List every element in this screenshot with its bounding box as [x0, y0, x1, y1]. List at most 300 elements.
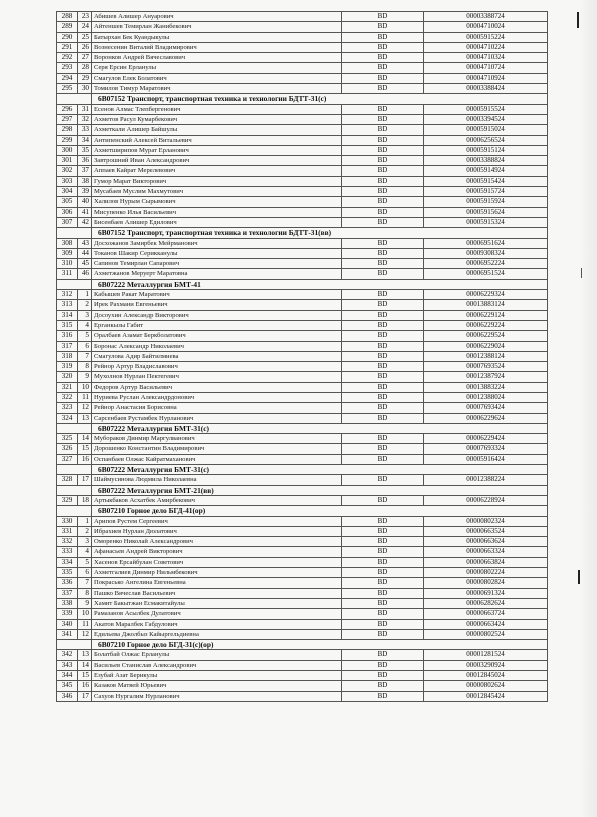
degree-code: BD [342, 145, 424, 155]
table-row [57, 444, 548, 454]
document-id: 00012387924 [424, 372, 548, 382]
student-name: Нуриева Руслан Александрдонович [92, 392, 342, 402]
document-id: 00005915024 [424, 125, 548, 135]
student-name: Едильева Джолбыз Кайыргельдиевна [92, 629, 342, 639]
row-number: 307 [57, 217, 78, 227]
table-row [57, 104, 548, 114]
table-row [57, 248, 548, 258]
document-id: 00000802224 [424, 568, 548, 578]
degree-code: BD [342, 588, 424, 598]
student-name: Болатбай Олжас Ерланулы [92, 650, 342, 660]
document-id: 00006229624 [424, 413, 548, 423]
scan-edge-shadow [579, 0, 597, 817]
degree-code: BD [342, 413, 424, 423]
student-name: Акатов Маралбек Габдулович [92, 619, 342, 629]
table-row [57, 362, 548, 372]
group-header-row [57, 485, 548, 495]
degree-code: BD [342, 84, 424, 94]
group-index: 3 [78, 310, 92, 320]
degree-code: BD [342, 691, 424, 701]
document-id: 00012388124 [424, 351, 548, 361]
document-id: 00009308324 [424, 248, 548, 258]
group-header-blank [57, 228, 92, 238]
group-index: 40 [78, 197, 92, 207]
row-number: 325 [57, 434, 78, 444]
document-id: 00006229524 [424, 331, 548, 341]
document-id: 00000663524 [424, 526, 548, 536]
table-row [57, 691, 548, 701]
table-row [57, 156, 548, 166]
degree-code: BD [342, 372, 424, 382]
group-index: 16 [78, 681, 92, 691]
row-number: 336 [57, 578, 78, 588]
group-index: 17 [78, 691, 92, 701]
table-row [57, 434, 548, 444]
student-name: Досхожанов Замирбек Мейрманович [92, 238, 342, 248]
document-id: 00006282624 [424, 598, 548, 608]
student-name: Гумор Марат Викторович [92, 176, 342, 186]
student-name: Ахметкали Алишер Байшулы [92, 125, 342, 135]
document-id: 00000663824 [424, 557, 548, 567]
degree-code: BD [342, 217, 424, 227]
row-number: 315 [57, 320, 78, 330]
document-id: 00000663724 [424, 609, 548, 619]
table-row [57, 187, 548, 197]
table-row [57, 290, 548, 300]
degree-code: BD [342, 526, 424, 536]
table-row [57, 42, 548, 52]
row-number: 335 [57, 568, 78, 578]
table-row [57, 331, 548, 341]
document-id: 00006951624 [424, 238, 548, 248]
document-id: 00004710924 [424, 73, 548, 83]
degree-code: BD [342, 53, 424, 63]
row-number: 290 [57, 32, 78, 42]
group-index: 8 [78, 588, 92, 598]
document-id: 00006228924 [424, 495, 548, 505]
row-number: 293 [57, 63, 78, 73]
document-id: 00006256524 [424, 135, 548, 145]
table-row [57, 547, 548, 557]
student-name: Мубораков Динмир Маргулванович [92, 434, 342, 444]
row-number: 334 [57, 557, 78, 567]
table-row [57, 320, 548, 330]
student-name: Покрасько Ангелина Евгеньевна [92, 578, 342, 588]
group-index: 32 [78, 114, 92, 124]
row-number: 319 [57, 362, 78, 372]
row-number: 327 [57, 454, 78, 464]
group-index: 26 [78, 42, 92, 52]
row-number: 346 [57, 691, 78, 701]
degree-code: BD [342, 12, 424, 22]
degree-code: BD [342, 166, 424, 176]
student-name: Ахметгалиев Динмир Нильмбекович [92, 568, 342, 578]
group-header-row [57, 465, 548, 475]
row-number: 303 [57, 176, 78, 186]
group-index: 14 [78, 434, 92, 444]
degree-code: BD [342, 32, 424, 42]
degree-code: BD [342, 135, 424, 145]
group-header-row [57, 506, 548, 516]
degree-code: BD [342, 114, 424, 124]
group-index: 46 [78, 269, 92, 279]
student-name: Смагулов Елек Болатович [92, 73, 342, 83]
degree-code: BD [342, 568, 424, 578]
table-row [57, 619, 548, 629]
row-number: 295 [57, 84, 78, 94]
group-index: 10 [78, 382, 92, 392]
table-row [57, 22, 548, 32]
document-id: 00000691324 [424, 588, 548, 598]
table-row [57, 660, 548, 670]
document-id: 00005915524 [424, 104, 548, 114]
group-header-blank [57, 485, 92, 495]
group-index: 23 [78, 12, 92, 22]
document-id: 00006229424 [424, 434, 548, 444]
student-name: Афанасьев Андрей Викторович [92, 547, 342, 557]
group-header-row [57, 94, 548, 104]
student-name: Ерганкызы Габит [92, 320, 342, 330]
document-id: 00003290924 [424, 660, 548, 670]
group-title: 6B07222 Металлургия БМТ-31(с) [92, 465, 548, 475]
student-name: Оспанбаев Олжас Кайратмаханович [92, 454, 342, 464]
group-index: 15 [78, 444, 92, 454]
document-id: 00005916424 [424, 454, 548, 464]
group-index: 43 [78, 238, 92, 248]
row-number: 300 [57, 145, 78, 155]
document-id: 00003394524 [424, 114, 548, 124]
row-number: 330 [57, 516, 78, 526]
document-id: 00004710724 [424, 63, 548, 73]
group-index: 39 [78, 187, 92, 197]
table-row [57, 125, 548, 135]
degree-code: BD [342, 187, 424, 197]
row-number: 324 [57, 413, 78, 423]
degree-code: BD [342, 22, 424, 32]
student-name: Есенов Алмас Тлепбергенович [92, 104, 342, 114]
student-name: Сарсенбаев Рустамбек Нурланович [92, 413, 342, 423]
student-name: Батырхан Бек Куандыкулы [92, 32, 342, 42]
document-id: 00004710024 [424, 22, 548, 32]
group-index: 7 [78, 351, 92, 361]
student-name: Ахметширипов Мурат Ерланович [92, 145, 342, 155]
table-row [57, 372, 548, 382]
row-number: 326 [57, 444, 78, 454]
row-number: 294 [57, 73, 78, 83]
degree-code: BD [342, 609, 424, 619]
student-name: Казаков Матвей Юрьевич [92, 681, 342, 691]
row-number: 316 [57, 331, 78, 341]
table-row [57, 382, 548, 392]
degree-code: BD [342, 259, 424, 269]
student-name: Мисупенко Илья Васильевич [92, 207, 342, 217]
student-name: Сапинов Темирлан Сапарович [92, 259, 342, 269]
row-number: 289 [57, 22, 78, 32]
table-row [57, 392, 548, 402]
student-name: Мусабаев Муслим Махмутович [92, 187, 342, 197]
degree-code: BD [342, 207, 424, 217]
student-name: Завтрошний Иван Александрович [92, 156, 342, 166]
row-number: 304 [57, 187, 78, 197]
degree-code: BD [342, 269, 424, 279]
student-name: Пашко Вячеслав Васильевич [92, 588, 342, 598]
group-index: 7 [78, 578, 92, 588]
degree-code: BD [342, 156, 424, 166]
group-title: 6B07222 Металлургия БМТ-21(вв) [92, 485, 548, 495]
degree-code: BD [342, 341, 424, 351]
group-index: 36 [78, 156, 92, 166]
group-index: 37 [78, 166, 92, 176]
table-row [57, 681, 548, 691]
table-row [57, 300, 548, 310]
table-row [57, 145, 548, 155]
student-name: Томилов Тимур Маратович [92, 84, 342, 94]
table-row [57, 588, 548, 598]
document-id: 00012388024 [424, 392, 548, 402]
table-row [57, 310, 548, 320]
row-number: 312 [57, 290, 78, 300]
table-row [57, 568, 548, 578]
table-row [57, 351, 548, 361]
row-number: 337 [57, 588, 78, 598]
table-row [57, 341, 548, 351]
row-number: 339 [57, 609, 78, 619]
row-number: 344 [57, 671, 78, 681]
group-header-row [57, 423, 548, 433]
table-row [57, 475, 548, 485]
degree-code: BD [342, 619, 424, 629]
group-title: 6B07152 Транспорт, транспортная техника и технологии БДТТ-31(с) [92, 94, 548, 104]
student-name: Сахуов Нургалим Нурланович [92, 691, 342, 701]
table-row [57, 537, 548, 547]
degree-code: BD [342, 290, 424, 300]
document-id: 00001281524 [424, 650, 548, 660]
group-index: 27 [78, 53, 92, 63]
group-index: 17 [78, 475, 92, 485]
document-id: 00007693324 [424, 444, 548, 454]
row-number: 313 [57, 300, 78, 310]
student-name: Халилов Нурым Сырымович [92, 197, 342, 207]
group-index: 30 [78, 84, 92, 94]
group-index: 2 [78, 300, 92, 310]
row-number: 343 [57, 660, 78, 670]
table-row [57, 84, 548, 94]
student-name: Рейнор Анастасия Борисовна [92, 403, 342, 413]
degree-code: BD [342, 351, 424, 361]
group-header-row [57, 279, 548, 289]
document-id: 00005915424 [424, 176, 548, 186]
row-number: 306 [57, 207, 78, 217]
group-index: 33 [78, 125, 92, 135]
group-index: 4 [78, 320, 92, 330]
document-id: 00000802824 [424, 578, 548, 588]
document-id: 00000802324 [424, 516, 548, 526]
row-number: 302 [57, 166, 78, 176]
group-title: 6B07152 Транспорт, транспортная техника и технологии БДТТ-31(вв) [92, 228, 548, 238]
table-row [57, 454, 548, 464]
row-number: 308 [57, 238, 78, 248]
group-title: 6B07222 Металлургия БМТ-41 [92, 279, 548, 289]
document-id: 00005915624 [424, 207, 548, 217]
document-id: 00003388424 [424, 84, 548, 94]
student-name: Ибрахиев Нурлан Дюлатович [92, 526, 342, 536]
row-number: 310 [57, 259, 78, 269]
table-row [57, 650, 548, 660]
group-index: 11 [78, 392, 92, 402]
document-id: 00013883224 [424, 382, 548, 392]
degree-code: BD [342, 248, 424, 258]
degree-code: BD [342, 660, 424, 670]
row-number: 288 [57, 12, 78, 22]
student-name: Арипов Рустем Сергеевич [92, 516, 342, 526]
group-index: 38 [78, 176, 92, 186]
student-name: Вознесенин Виталий Владимирович [92, 42, 342, 52]
document-id: 00005914924 [424, 166, 548, 176]
table-row [57, 207, 548, 217]
group-header-blank [57, 94, 92, 104]
row-number: 342 [57, 650, 78, 660]
document-id: 00006229224 [424, 320, 548, 330]
document-id: 00005915124 [424, 145, 548, 155]
table-row [57, 114, 548, 124]
table-row [57, 12, 548, 22]
table-row [57, 197, 548, 207]
row-number: 292 [57, 53, 78, 63]
document-id: 00000663324 [424, 547, 548, 557]
table-row [57, 32, 548, 42]
group-header-blank [57, 423, 92, 433]
group-index: 9 [78, 598, 92, 608]
document-id: 00012845024 [424, 671, 548, 681]
document-id: 00007693524 [424, 362, 548, 372]
table-row [57, 557, 548, 567]
document-id: 00006229024 [424, 341, 548, 351]
row-number: 296 [57, 104, 78, 114]
degree-code: BD [342, 104, 424, 114]
row-number: 318 [57, 351, 78, 361]
document-id: 00006229124 [424, 310, 548, 320]
group-index: 16 [78, 454, 92, 464]
group-index: 14 [78, 660, 92, 670]
document-id: 00000663424 [424, 619, 548, 629]
degree-code: BD [342, 547, 424, 557]
document-id: 00006952224 [424, 259, 548, 269]
student-name: Рамазанов Асылбек Дулатович [92, 609, 342, 619]
row-number: 301 [57, 156, 78, 166]
document-id: 00007693424 [424, 403, 548, 413]
document-id: 00000663624 [424, 537, 548, 547]
student-name: Бисенбаев Алишер Едилович [92, 217, 342, 227]
row-number: 309 [57, 248, 78, 258]
row-number: 311 [57, 269, 78, 279]
row-number: 322 [57, 392, 78, 402]
row-number: 329 [57, 495, 78, 505]
table-row [57, 413, 548, 423]
row-number: 345 [57, 681, 78, 691]
row-number: 299 [57, 135, 78, 145]
table-row [57, 269, 548, 279]
table-row [57, 629, 548, 639]
degree-code: BD [342, 392, 424, 402]
degree-code: BD [342, 681, 424, 691]
row-number: 305 [57, 197, 78, 207]
student-name: Айтеншев Темирлан Жанибекович [92, 22, 342, 32]
document-id: 00003388724 [424, 12, 548, 22]
group-header-row [57, 640, 548, 650]
row-number: 291 [57, 42, 78, 52]
degree-code: BD [342, 557, 424, 567]
group-index: 12 [78, 403, 92, 413]
degree-code: BD [342, 495, 424, 505]
group-index: 28 [78, 63, 92, 73]
roster-body [57, 12, 548, 702]
degree-code: BD [342, 42, 424, 52]
student-roster-table [56, 11, 548, 702]
student-name: Васильев Станислав Александрович [92, 660, 342, 670]
table-row [57, 403, 548, 413]
group-header-blank [57, 465, 92, 475]
table-row [57, 176, 548, 186]
document-id: 00000802524 [424, 629, 548, 639]
degree-code: BD [342, 671, 424, 681]
table-row [57, 578, 548, 588]
student-name: Токанов Шакир Серикканулы [92, 248, 342, 258]
document-id: 00012388224 [424, 475, 548, 485]
student-name: Федоров Артур Васильевич [92, 382, 342, 392]
group-index: 41 [78, 207, 92, 217]
table-row [57, 526, 548, 536]
degree-code: BD [342, 434, 424, 444]
group-index: 25 [78, 32, 92, 42]
degree-code: BD [342, 578, 424, 588]
document-id: 00006951524 [424, 269, 548, 279]
student-name: Ахметов Расул Кумарбекович [92, 114, 342, 124]
row-number: 317 [57, 341, 78, 351]
table-row [57, 135, 548, 145]
degree-code: BD [342, 516, 424, 526]
group-index: 3 [78, 537, 92, 547]
degree-code: BD [342, 63, 424, 73]
student-name: Аппаев Кайрат Мерелевович [92, 166, 342, 176]
student-name: Оморенко Николай Александрович [92, 537, 342, 547]
document-id: 00005915924 [424, 197, 548, 207]
group-index: 4 [78, 547, 92, 557]
student-name: Артыкбаков Асхатбек Амирбекович [92, 495, 342, 505]
student-name: Дорошенко Константин Владимирович [92, 444, 342, 454]
student-name: Досоухин Александр Викторович [92, 310, 342, 320]
student-name: Абишев Алишер Ануарович [92, 12, 342, 22]
row-number: 328 [57, 475, 78, 485]
group-index: 34 [78, 135, 92, 145]
degree-code: BD [342, 300, 424, 310]
row-number: 333 [57, 547, 78, 557]
row-number: 298 [57, 125, 78, 135]
row-number: 332 [57, 537, 78, 547]
table-row [57, 609, 548, 619]
group-header-blank [57, 640, 92, 650]
degree-code: BD [342, 403, 424, 413]
group-index: 13 [78, 413, 92, 423]
student-name: Езубай Азат Берикулы [92, 671, 342, 681]
document-id: 00004710324 [424, 53, 548, 63]
group-index: 24 [78, 22, 92, 32]
row-number: 341 [57, 629, 78, 639]
table-row [57, 217, 548, 227]
group-index: 31 [78, 104, 92, 114]
row-number: 331 [57, 526, 78, 536]
group-index: 1 [78, 290, 92, 300]
group-index: 42 [78, 217, 92, 227]
